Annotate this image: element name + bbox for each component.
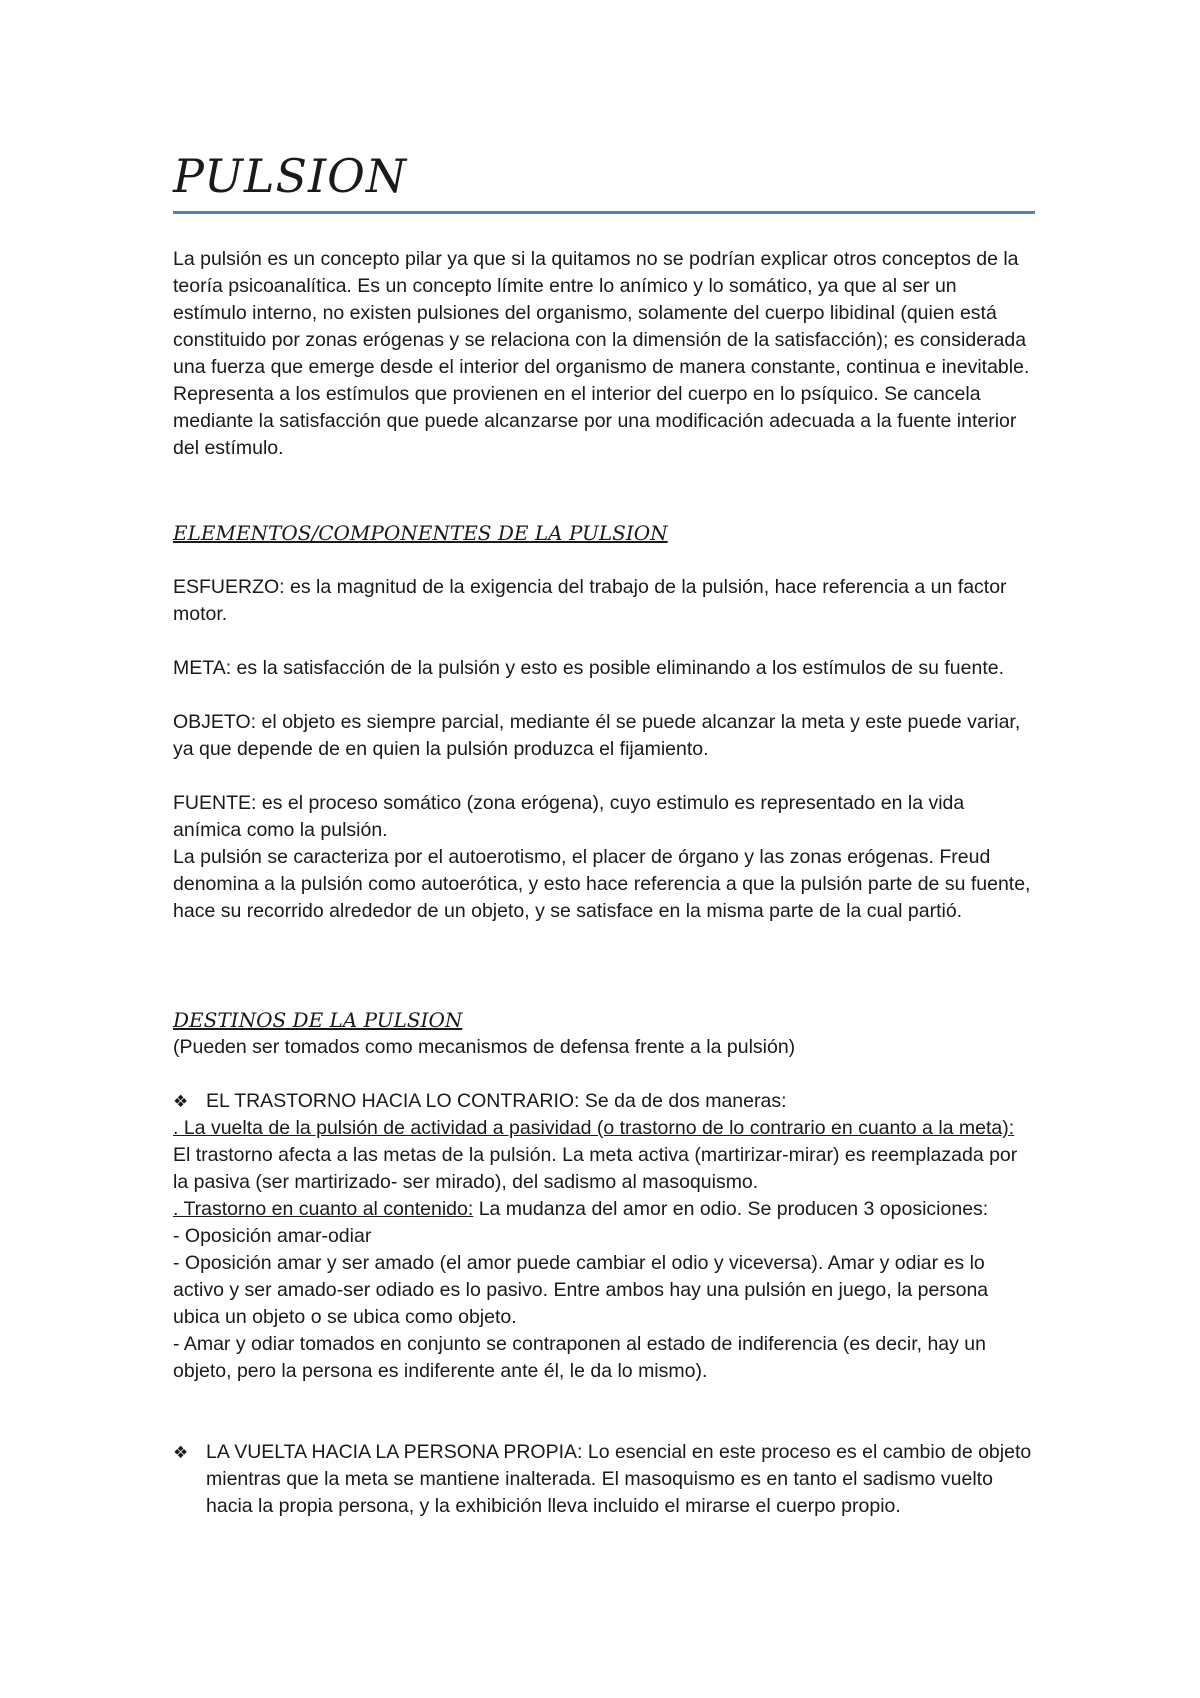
elemento-objeto: OBJETO: el objeto es siempre parcial, mediante él se puede alcanzar la meta y este puede variar, ya que depende de en quien la pulsión produzca el fijamiento. [173, 711, 1021, 760]
heading-elementos: ELEMENTOS/COMPONENTES DE LA PULSION [173, 521, 668, 545]
vuelta-paragraph [173, 1115, 1035, 1196]
title-underline-rule [173, 211, 1035, 214]
elemento-meta: META: es la satisfacción de la pulsión y esto es posible eliminando a los estímulos de su fuente. [173, 657, 1004, 679]
vuelta-text: El trastorno afecta a las metas de la pulsión. La meta activa (martirizar-mirar) es reemplazada por la pasiva (ser martirizado- ser mirado), del sadismo al masoquismo. [173, 1144, 1018, 1193]
oposicion-3: - Amar y odiar tomados en conjunto se contraponen al estado de indiferencia (es decir, hay un objeto, pero la persona es indiferente ante él, le da lo mismo). [173, 1333, 986, 1382]
vuelta-label: . La vuelta de la pulsión de actividad a pasividad (o trastorno de lo contrario en cuanto a la meta): [173, 1117, 1015, 1139]
elemento-fuente: FUENTE: es el proceso somático (zona erógena), cuyo estimulo es representado en la vida anímica como la pulsión. [173, 792, 965, 841]
diamond-bullet-icon: ❖ [173, 1443, 189, 1462]
destinos-subtitle: (Pueden ser tomados como mecanismos de defensa frente a la pulsión) [173, 1036, 796, 1058]
heading-destinos: DESTINOS DE LA PULSION [173, 1008, 463, 1032]
intro-paragraph-2: Representa a los estímulos que provienen en el interior del cuerpo en lo psíquico. Se cancela mediante la satisfacción que puede alcanzarse por una modificación adecuada a la fuente interior del estímulo. [173, 383, 1017, 459]
contenido-text: La mudanza del amor en odio. Se producen 3 oposiciones: [473, 1198, 989, 1220]
elemento-esfuerzo: ESFUERZO: es la magnitud de la exigencia del trabajo de la pulsión, hace referencia a un factor motor. [173, 576, 1007, 625]
bullet-trastorno-text: EL TRASTORNO HACIA LO CONTRARIO: Se da de dos maneras: [206, 1090, 787, 1112]
page-title: PULSION [173, 149, 408, 203]
oposicion-1: - Oposición amar-odiar [173, 1225, 372, 1247]
elemento-fuente-section [173, 790, 1035, 925]
bullet-vuelta-persona [173, 1439, 1035, 1520]
bullet-vuelta-persona-text: LA VUELTA HACIA LA PERSONA PROPIA: Lo esencial en este proceso es el cambio de objeto mientras que la meta se mantiene inalterada. El masoquismo es en tanto el sadismo vuelto hacia la propia persona, y la exhibición lleva incluido el mirarse el cuerpo propio. [206, 1441, 1032, 1517]
intro-paragraph-1: La pulsión es un concepto pilar ya que si la quitamos no se podrían explicar otros conceptos de la teoría psicoanalítica. Es un concepto límite entre lo anímico y lo somático, ya que al ser un estímulo interno, no existen pulsiones del organismo, solamente del cuerpo libidinal (quien está constituido por zonas erógenas y se relaciona con la dimensión de la satisfacción); es considerada una fuerza que emerge desde el interior del organismo de manera constante, continua e inevitable. [173, 248, 1030, 378]
contenido-paragraph [173, 1196, 1035, 1223]
contenido-label: . Trastorno en cuanto al contenido: [173, 1198, 474, 1220]
intro-section [173, 246, 1035, 462]
caracteriza-paragraph: La pulsión se caracteriza por el autoerotismo, el placer de órgano y las zonas erógenas. Freud denomina a la pulsión como autoerótica, y esto hace referencia a que la pulsión parte de su fuente, hace su recorrido alrededor de un objeto, y se satisface en la misma parte de la cual partió. [173, 846, 1031, 922]
diamond-bullet-icon: ❖ [173, 1092, 189, 1111]
bullet-trastorno [173, 1088, 1035, 1115]
oposicion-2: - Oposición amar y ser amado (el amor puede cambiar el odio y viceversa). Amar y odiar es lo activo y ser amado-ser odiado es lo pasivo. Entre ambos hay una pulsión en juego, la persona ubica un objeto o se ubica como objeto. [173, 1252, 989, 1328]
destinos-section-2 [173, 1439, 1035, 1520]
destinos-section-1 [173, 1088, 1035, 1385]
